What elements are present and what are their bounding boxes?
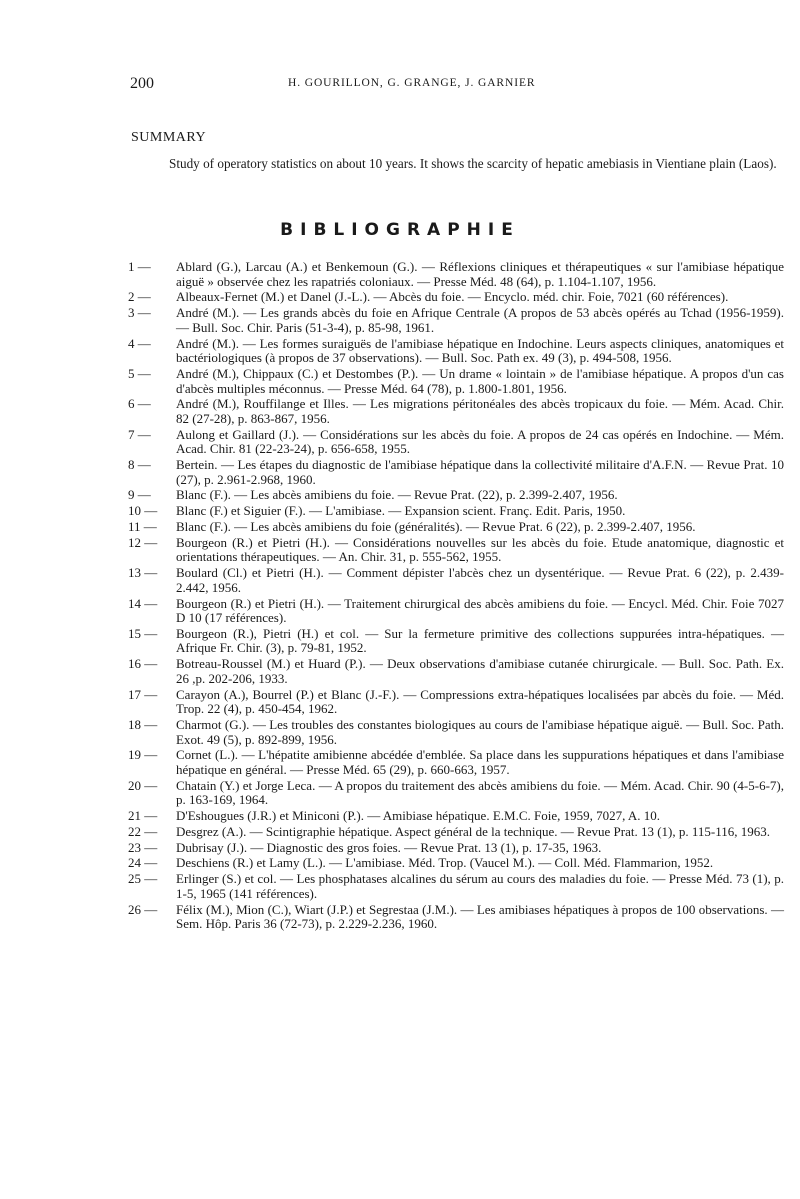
reference-item <box>128 536 784 565</box>
reference-item <box>128 337 784 366</box>
reference-text: Deschiens (R.) et Lamy (L.). — L'amibiase. Méd. Trop. (Vaucel M.). — Coll. Méd. Flammarion, 1952. <box>176 855 714 871</box>
summary-text: Study of operatory statistics on about 10 years. It shows the scarcity of hepatic amebiasis in Vientiane plain (Laos). <box>169 156 777 171</box>
reference-number: 18 — <box>128 717 158 732</box>
reference-item <box>128 718 784 747</box>
reference-number: 13 — <box>128 565 158 581</box>
reference-text: Bourgeon (R.), Pietri (H.) et col. — Sur la fermeture primitive des collections suppurées intra-hépatiques. — Afrique Fr. Chir. (3), p. 79-81, 1952. <box>176 625 784 656</box>
reference-item <box>128 841 784 856</box>
reference-number: 6 — <box>128 396 151 412</box>
reference-item <box>128 520 784 535</box>
reference-text: D'Eshougues (J.R.) et Miniconi (P.). — Amibiase hépatique. E.M.C. Foie, 1959, 7027, A. 10. <box>176 808 661 824</box>
reference-item <box>128 825 784 840</box>
reference-item <box>128 458 784 487</box>
reference-number: 15 — <box>128 625 158 641</box>
reference-text: Erlinger (S.) et col. — Les phosphatases alcalines du sérum au cours des maladies du foie. — Presse Méd. 73 (1), p. 1-5, 1965 (141 références). <box>176 871 784 901</box>
reference-list <box>128 260 784 933</box>
reference-text: Aulong et Gaillard (J.). — Considérations sur les abcès du foie. A propos de 24 cas opérés en Indochine. — Mém. Acad. Chir. 81 (22-23-24), p. 656-658, 1955. <box>176 426 784 457</box>
reference-number: 14 — <box>128 595 158 611</box>
reference-text: Bertein. — Les étapes du diagnostic de l'amibiase hépatique dans la collectivité militaire d'A.F.N. — Revue Prat. 10 (27), p. 2.961-2.968, 1960. <box>176 457 784 487</box>
reference-number: 25 — <box>128 871 158 887</box>
reference-number: 12 — <box>128 534 158 550</box>
reference-number: 22 — <box>128 823 158 839</box>
reference-text: Botreau-Roussel (M.) et Huard (P.). — Deux observations d'amibiase cutanée chirurgicale. — Bull. Soc. Path. Ex. 26 ,p. 202-206, 1933. <box>176 656 784 686</box>
reference-number: 23 — <box>128 839 158 855</box>
reference-text: Blanc (F.). — Les abcès amibiens du foie (généralités). — Revue Prat. 6 (22), p. 2.399-2.407, 1956. <box>176 518 696 534</box>
reference-item <box>128 290 784 305</box>
reference-item <box>128 428 784 457</box>
reference-text: Blanc (F.) et Siguier (F.). — L'amibiase. — Expansion scient. Franç. Edit. Paris, 1950. <box>176 503 626 519</box>
reference-text: Bourgeon (R.) et Pietri (H.). — Traitement chirurgical des abcès amibiens du foie. — Encycl. Méd. Chir. Foie 7027 D 10 (17 références). <box>176 595 784 626</box>
reference-text: André (M.). — Les formes suraiguës de l'amibiase hépatique en Indochine. Leurs aspects cliniques, anatomiques et bactériologiques (à propos de 37 observations). — Bull. Soc. Path ex. 49 (3), p. 494-508, 1956. <box>176 335 784 366</box>
reference-text: Bourgeon (R.) et Pietri (H.). — Considérations nouvelles sur les abcès du foie. Etude anatomique, diagnostic et orientations thérapeutiques. — An. Chir. 31, p. 555-562, 1955. <box>176 534 784 565</box>
reference-item <box>128 779 784 808</box>
reference-number: 4 — <box>128 335 151 351</box>
reference-text: André (M.), Chippaux (C.) et Destombes (P.). — Un drame « lointain » de l'amibiase hépatique. A propos d'un cas d'abcès multiples méconnus. — Presse Méd. 64 (78), p. 1.800-1.801, 1956. <box>176 365 784 396</box>
bibliography-heading: BIBLIOGRAPHIE <box>280 220 520 240</box>
reference-number: 16 — <box>128 656 158 672</box>
reference-number: 26 — <box>128 901 158 917</box>
reference-text: André (M.). — Les grands abcès du foie en Afrique Centrale (A propos de 53 abcès opérés au Tchad (1956-1959). — Bull. Soc. Chir. Paris (51-3-4), p. 85-98, 1961. <box>176 305 784 335</box>
reference-text: Dubrisay (J.). — Diagnostic des gros foies. — Revue Prat. 13 (1), p. 17-35, 1963. <box>176 839 602 855</box>
reference-item <box>128 488 784 503</box>
reference-text: Félix (M.), Mion (C.), Wiart (J.P.) et Segrestaa (J.M.). — Les amibiases hépatiques à propos de 100 observations. — Sem. Hôp. Paris 36 (72-73), p. 2.229-2.236, 1960. <box>176 901 784 932</box>
reference-number: 9 — <box>128 487 151 503</box>
reference-item <box>128 504 784 519</box>
reference-text: Blanc (F.). — Les abcès amibiens du foie. — Revue Prat. (22), p. 2.399-2.407, 1956. <box>176 487 618 503</box>
reference-number: 17 — <box>128 686 158 702</box>
reference-item <box>128 856 784 871</box>
reference-item <box>128 872 784 901</box>
reference-item <box>128 367 784 396</box>
reference-text: Chatain (Y.) et Jorge Leca. — A propos du traitement des abcès amibiens du foie. — Mém. Acad. Chir. 90 (4-5-6-7), p. 163-169, 1964. <box>176 777 784 808</box>
reference-number: 10 — <box>128 503 158 519</box>
reference-number: 11 — <box>128 518 157 534</box>
reference-number: 3 — <box>128 305 151 321</box>
reference-item <box>128 397 784 426</box>
reference-text: André (M.), Rouffilange et Illes. — Les migrations péritonéales des abcès tropicaux du foie. — Mém. Acad. Chir. 82 (27-28), p. 863-867, 1956. <box>176 396 784 426</box>
reference-item <box>128 903 784 932</box>
page-number: 200 <box>130 75 154 92</box>
reference-number: 20 — <box>128 777 158 793</box>
reference-item <box>128 566 784 595</box>
reference-item <box>128 657 784 686</box>
reference-text: Ablard (G.), Larcau (A.) et Benkemoun (G.). — Réflexions cliniques et thérapeutiques « sur l'amibiase hépatique aiguë » observée chez les rapatriés coloniaux. — Presse Méd. 48 (64), p. 1.104-1.107, 1956. <box>176 259 784 289</box>
reference-text: Carayon (A.), Bourrel (P.) et Blanc (J.-F.). — Compressions extra-hépatiques localisées par abcès du foie. — Méd. Trop. 22 (4), p. 450-454, 1962. <box>176 686 784 717</box>
reference-item <box>128 688 784 717</box>
reference-item <box>128 809 784 824</box>
reference-text: Charmot (G.). — Les troubles des constantes biologiques au cours de l'amibiase hépatique aiguë. — Bull. Soc. Path. Exot. 49 (5), p. 892-899, 1956. <box>176 717 784 747</box>
reference-text: Albeaux-Fernet (M.) et Danel (J.-L.). — Abcès du foie. — Encyclo. méd. chir. Foie, 7021 (60 références). <box>176 289 729 305</box>
reference-number: 1 — <box>128 259 151 274</box>
reference-number: 21 — <box>128 808 158 824</box>
running-head-authors: H. GOURILLON, G. GRANGE, J. GARNIER <box>288 77 536 89</box>
reference-text: Desgrez (A.). — Scintigraphie hépatique. Aspect général de la technique. — Revue Prat. 13 (1), p. 115-116, 1963. <box>176 823 770 839</box>
reference-number: 8 — <box>128 457 151 473</box>
reference-item <box>128 306 784 335</box>
reference-item <box>128 260 784 289</box>
summary-heading: SUMMARY <box>131 130 207 145</box>
reference-number: 7 — <box>128 426 151 442</box>
reference-number: 2 — <box>128 289 151 305</box>
reference-text: Cornet (L.). — L'hépatite amibienne abcédée d'emblée. Sa place dans les suppurations hépatiques et dans l'amibiase hépatique en général. — Presse Méd. 65 (29), p. 660-663, 1957. <box>176 747 784 777</box>
reference-item <box>128 597 784 626</box>
reference-number: 24 — <box>128 855 158 871</box>
reference-item <box>128 748 784 777</box>
reference-number: 19 — <box>128 747 158 763</box>
reference-text: Boulard (Cl.) et Pietri (H.). — Comment dépister l'abcès chez un dysentérique. — Revue Prat. 6 (22), p. 2.439-2.442, 1956. <box>176 565 784 595</box>
reference-number: 5 — <box>128 365 151 381</box>
reference-item <box>128 627 784 656</box>
